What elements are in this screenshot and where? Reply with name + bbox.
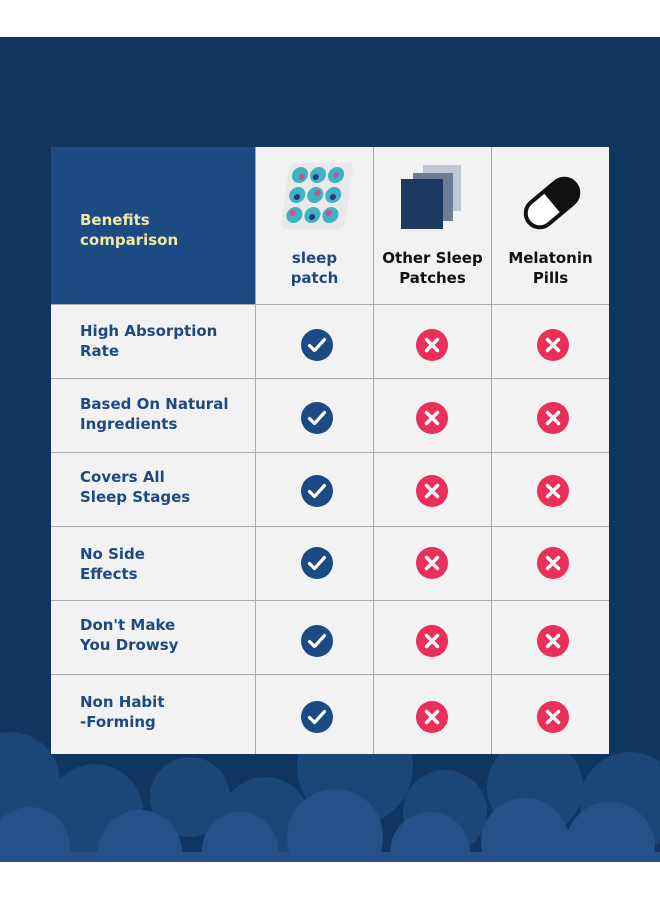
benefit-label: Non Habit -Forming	[80, 693, 165, 731]
cross-icon	[537, 475, 569, 507]
cross-icon	[416, 402, 448, 434]
column-divider	[491, 147, 492, 754]
cross-icon	[537, 329, 569, 361]
header-title-cell	[51, 147, 255, 304]
cross-icon	[416, 329, 448, 361]
row-divider	[51, 452, 609, 453]
benefit-label: Covers All Sleep Stages	[80, 468, 191, 506]
column-label-melatonin-pills: Melatonin Pills	[508, 249, 593, 287]
check-icon	[301, 475, 333, 507]
column-divider	[373, 147, 374, 754]
benefit-label: Based On Natural Ingredients	[80, 395, 229, 433]
comparison-banner	[0, 37, 660, 862]
column-divider	[255, 147, 256, 754]
cross-icon	[537, 547, 569, 579]
row-divider	[51, 304, 609, 305]
column-label-other-patches: Other Sleep Patches	[382, 249, 483, 287]
column-header-sleep-patch	[256, 147, 373, 304]
pill-capsule-icon	[520, 171, 584, 235]
column-label-sleep-patch: sleep patch	[290, 249, 339, 287]
table-title: Benefits comparison	[80, 211, 179, 249]
check-icon	[301, 701, 333, 733]
row-divider	[51, 674, 609, 675]
cross-icon	[416, 701, 448, 733]
check-icon	[301, 329, 333, 361]
check-icon	[301, 547, 333, 579]
benefit-label: Don't Make You Drowsy	[80, 616, 179, 654]
benefit-label: High Absorption Rate	[80, 322, 218, 360]
sleep-patch-sheet-icon	[278, 161, 354, 231]
cross-icon	[416, 475, 448, 507]
check-icon	[301, 625, 333, 657]
cross-icon	[416, 547, 448, 579]
check-icon	[301, 402, 333, 434]
benefit-label: No Side Effects	[80, 545, 145, 583]
row-divider	[51, 526, 609, 527]
column-header-melatonin-pills	[492, 147, 609, 304]
row-divider	[51, 378, 609, 379]
row-divider	[51, 600, 609, 601]
cross-icon	[537, 625, 569, 657]
stacked-patches-icon	[397, 163, 469, 229]
cross-icon	[416, 625, 448, 657]
column-header-other-patches	[374, 147, 491, 304]
comparison-table	[51, 147, 609, 754]
cross-icon	[537, 701, 569, 733]
cross-icon	[537, 402, 569, 434]
